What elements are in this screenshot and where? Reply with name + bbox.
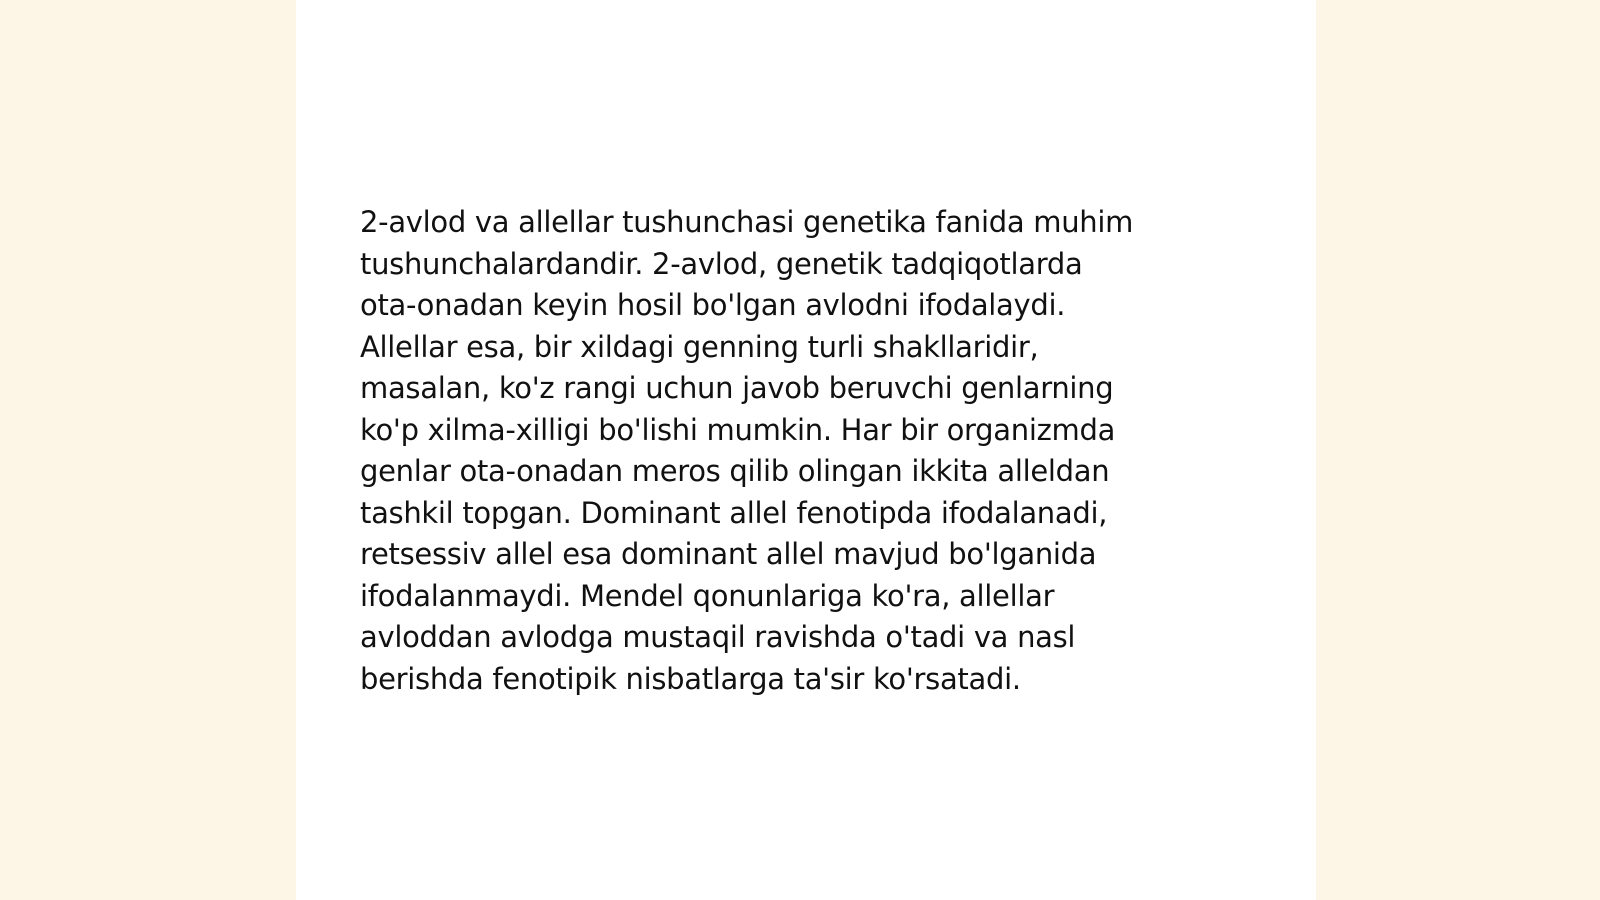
paragraph-line: 2-avlod va allellar tushunchasi genetika fanida muhim [360, 205, 1134, 239]
paragraph-line: genlar ota-onadan meros qilib olingan ikkita alleldan [360, 454, 1110, 488]
paragraph-line: ifodalanmaydi. Mendel qonunlariga ko'ra, allellar [360, 578, 1055, 613]
paragraph-line: retsessiv allel esa dominant allel mavjud bo'lganida [360, 537, 1097, 571]
paragraph-line: masalan, ko'z rangi uchun javob beruvchi genlarning [360, 371, 1114, 405]
body-paragraph [360, 202, 1260, 700]
paragraph-line: Allellar esa, bir xildagi genning turli shakllaridir, [360, 329, 1039, 364]
paragraph-line: ko'p xilma-xilligi bo'lishi mumkin. Har bir organizmda [360, 412, 1116, 447]
paragraph-line: avloddan avlodga mustaqil ravishda o'tadi va nasl [360, 620, 1076, 654]
paragraph-line: tushunchalardandir. 2-avlod, genetik tadqiqotlarda [360, 246, 1083, 281]
paragraph-line: tashkil topgan. Dominant allel fenotipda ifodalanadi, [360, 495, 1108, 530]
paragraph-line: berishda fenotipik nisbatlarga ta'sir ko'rsatadi. [360, 661, 1021, 696]
paragraph-line: ota-onadan keyin hosil bo'lgan avlodni ifodalaydi. [360, 288, 1066, 322]
document-page [296, 0, 1316, 900]
